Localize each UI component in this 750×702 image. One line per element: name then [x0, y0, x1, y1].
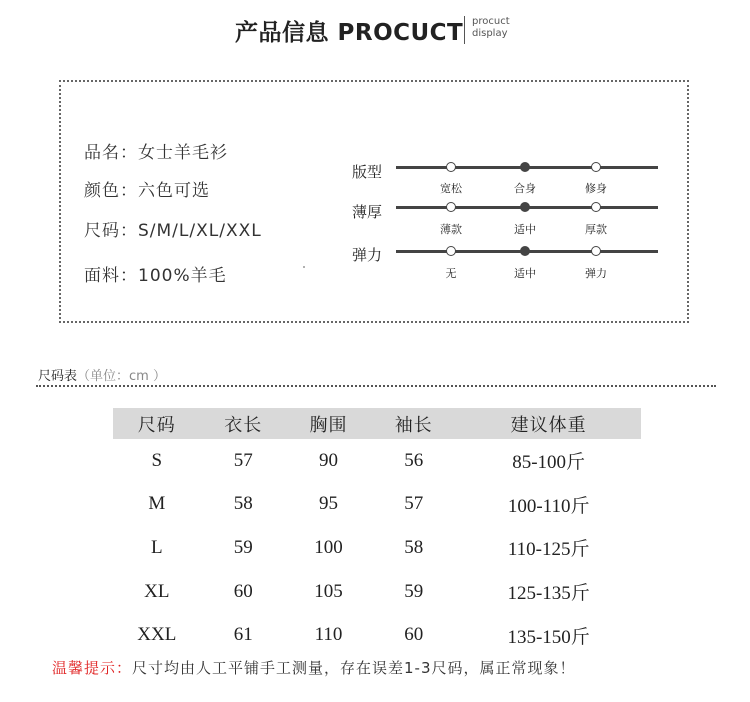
- title-divider: [464, 16, 465, 44]
- cell-sleeve: 56: [404, 449, 424, 471]
- cell-chest: 110: [314, 624, 343, 646]
- info-value: S/M/L/XL/XXL: [138, 221, 262, 241]
- cell-chest: 90: [318, 449, 338, 471]
- scale-option-thickness-0: 薄款: [440, 223, 462, 236]
- info-label: 面料：: [84, 266, 138, 286]
- column-header-weight: 建议体重: [456, 408, 641, 439]
- subtext-line-1: procuct: [472, 16, 510, 27]
- cell-size: XXL: [137, 624, 177, 646]
- info-item-color: [84, 176, 210, 201]
- scale-label-thickness: 薄厚: [352, 203, 383, 221]
- section-divider: [36, 385, 716, 387]
- cell-length: 57: [233, 449, 253, 471]
- scale-dot-fit-1: [520, 162, 530, 172]
- table-row: [113, 483, 641, 527]
- cell-length: 58: [233, 493, 253, 515]
- scale-option-fit-2: 修身: [585, 182, 607, 195]
- cell-length: 61: [233, 624, 253, 646]
- cell-sleeve: 59: [404, 580, 424, 602]
- cell-sleeve: 58: [404, 536, 424, 558]
- scale-option-fit-0: 宽松: [440, 182, 462, 195]
- table-row: [113, 439, 641, 483]
- table-row: [113, 526, 641, 570]
- cell-weight: 100-110斤: [507, 495, 590, 517]
- cell-chest: 95: [318, 493, 338, 515]
- scale-dot-fit-2: [591, 162, 601, 172]
- size-chart-unit: （单位：cm ）: [77, 369, 166, 384]
- cell-length: 59: [233, 536, 253, 558]
- column-header-size: 尺码: [113, 408, 201, 439]
- info-item-fabric: [84, 261, 227, 286]
- page-header: [0, 12, 750, 48]
- scale-option-elasticity-1: 适中: [514, 267, 536, 280]
- column-header-length: 衣长: [201, 408, 286, 439]
- scale-label-fit: 版型: [352, 163, 383, 181]
- cell-weight: 125-135斤: [507, 583, 590, 605]
- column-header-chest: 胸围: [286, 408, 371, 439]
- info-value: 六色可选: [138, 181, 210, 201]
- scale-dot-thickness-1: [520, 202, 530, 212]
- cell-weight: 110-125斤: [507, 539, 590, 561]
- cell-sleeve: 60: [404, 624, 424, 646]
- subtext-line-2: display: [472, 28, 508, 39]
- scale-option-fit-1: 合身: [514, 182, 536, 195]
- cell-chest: 105: [314, 580, 343, 602]
- scale-option-elasticity-0: 无: [445, 267, 457, 280]
- cell-size: S: [151, 449, 163, 471]
- scale-dot-fit-0: [446, 162, 456, 172]
- scale-dot-elasticity-2: [591, 246, 601, 256]
- cell-size: M: [148, 493, 166, 515]
- scale-dot-thickness-0: [446, 202, 456, 212]
- size-table-header-row: [113, 408, 641, 439]
- scale-label-elasticity: 弹力: [352, 246, 383, 264]
- tip-label: 温馨提示：: [52, 659, 133, 677]
- info-value: 100%羊毛: [138, 266, 227, 286]
- info-value: 女士羊毛衫: [138, 143, 228, 163]
- table-row: [113, 613, 641, 657]
- size-table: [113, 408, 641, 657]
- info-label: 颜色：: [84, 181, 138, 201]
- table-row: [113, 570, 641, 614]
- scale-dot-thickness-2: [591, 202, 601, 212]
- cell-chest: 100: [314, 536, 343, 558]
- info-item-size: [84, 216, 262, 241]
- scale-option-elasticity-2: 弹力: [585, 267, 607, 280]
- scale-dot-elasticity-1: [520, 246, 530, 256]
- tip-note: [52, 657, 576, 678]
- info-label: 品名：: [84, 143, 138, 163]
- cell-weight: 135-150斤: [507, 626, 590, 648]
- size-chart-title: [38, 365, 166, 384]
- info-item-name: [84, 138, 228, 163]
- scale-dot-elasticity-0: [446, 246, 456, 256]
- cell-sleeve: 57: [404, 493, 424, 515]
- title-subtext: [472, 16, 510, 40]
- cell-size: L: [151, 536, 163, 558]
- page-title: 产品信息 PROCUCT: [235, 20, 464, 46]
- cell-length: 60: [233, 580, 253, 602]
- tip-text: 尺寸均由人工平铺手工测量，存在误差1-3尺码，属正常现象！: [132, 659, 576, 677]
- column-header-sleeve: 袖长: [371, 408, 456, 439]
- cell-weight: 85-100斤: [512, 452, 586, 474]
- cell-size: XL: [144, 580, 170, 602]
- scale-option-thickness-2: 厚款: [585, 223, 607, 236]
- stray-dot: [303, 266, 305, 268]
- scale-option-thickness-1: 适中: [514, 223, 536, 236]
- size-chart-title-text: 尺码表: [38, 369, 78, 384]
- info-label: 尺码：: [84, 221, 138, 241]
